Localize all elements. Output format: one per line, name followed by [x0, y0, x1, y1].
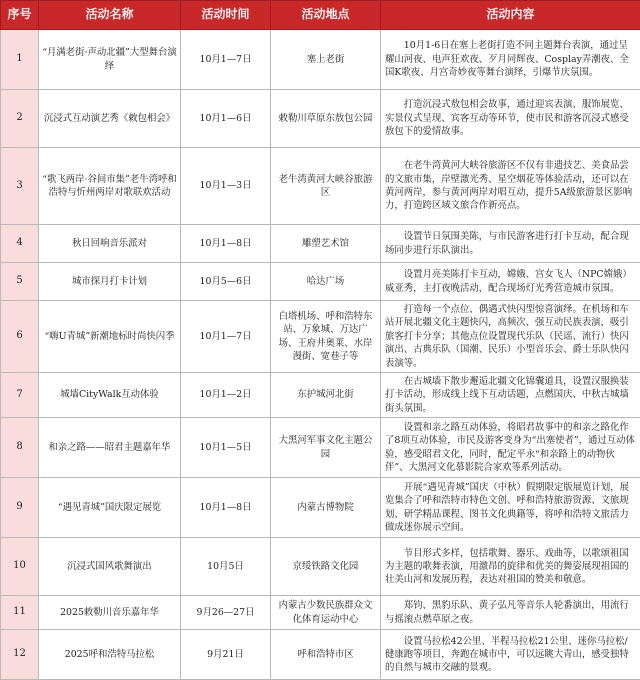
activity-content: 打造沉浸式敖包相会故事，通过迎宾表演、服饰展览、实景仪式呈现、宾客互动等环节，使市民和游客沉浸式感受敖包下的爱情故事。	[381, 90, 640, 148]
table-row	[1, 478, 640, 538]
activity-place: 老牛湾黄河大峡谷旅游区	[271, 148, 381, 225]
activity-place: 白塔机场、呼和浩特东站、万象城、万达广场、王府井奥莱、水岸漫街、宽巷子等	[271, 301, 381, 373]
table-row	[1, 263, 640, 301]
table-header-row	[1, 1, 640, 30]
activity-place: 东护城河北街	[271, 373, 381, 418]
activity-place: 敕勒川草原东敖包公园	[271, 90, 381, 148]
activity-place: 内蒙古博物院	[271, 478, 381, 538]
activity-place: 塞上老街	[271, 30, 381, 90]
activity-name: 城墙CityWalk互动体验	[39, 373, 181, 418]
row-number: 9	[1, 478, 39, 538]
activity-name: “歌飞两岸·谷间市集”老牛湾呼和浩特与忻州两岸对歌联欢活动	[39, 148, 181, 225]
row-number: 11	[1, 596, 39, 630]
activity-place: 内蒙古少数民族群众文化体育运动中心	[271, 596, 381, 630]
activity-name: “月满老街·声动北疆”大型舞台演绎	[39, 30, 181, 90]
activity-content: 节目形式多样，包括歌舞、器乐、戏曲等，以歌颂祖国为主题的歌舞表演，用激昂的旋律和优美的舞姿展现祖国的壮美山河和发展历程，表达对祖国的赞美和敬意。	[381, 538, 640, 596]
activity-name: 城市探月打卡计划	[39, 263, 181, 301]
header-time: 活动时间	[181, 1, 271, 30]
row-number: 10	[1, 538, 39, 596]
header-no: 序号	[1, 1, 39, 30]
activity-time: 10月1—2日	[181, 373, 271, 418]
activity-name: 秋日回响音乐派对	[39, 225, 181, 263]
activity-place: 大黑河军事文化主题公园	[271, 418, 381, 478]
activity-time: 10月1—7日	[181, 30, 271, 90]
row-number: 1	[1, 30, 39, 90]
activity-time: 10月1—8日	[181, 225, 271, 263]
table-row	[1, 90, 640, 148]
activity-time: 10月1—8日	[181, 478, 271, 538]
activity-name: 和亲之路——昭君主题嘉年华	[39, 418, 181, 478]
table-row	[1, 630, 640, 680]
table-row	[1, 148, 640, 225]
row-number: 12	[1, 630, 39, 680]
row-number: 7	[1, 373, 39, 418]
activity-place: 哈达广场	[271, 263, 381, 301]
row-number: 3	[1, 148, 39, 225]
activity-time: 9月26—27日	[181, 596, 271, 630]
row-number: 2	[1, 90, 39, 148]
activity-time: 10月1—6日	[181, 90, 271, 148]
activity-name: 2025敕勒川音乐嘉年华	[39, 596, 181, 630]
activity-time: 9月21日	[181, 630, 271, 680]
activity-content: 在古城墙下散步邂逅北疆文化锦囊道具，设置汉服换装打卡活动，形成线上线下互动话题，点燃国庆、中秋古城墙街头氛围。	[381, 373, 640, 418]
activity-content: 在老牛湾黄河大峡谷旅游区不仅有非遗技艺、美食品尝的文旅市集，岸壁激光秀、星空烟花等体验活动，还可以在黄河两岸，参与黄河两岸对唱互动，提升5A级旅游景区影响力，打造跨区域文旅合作新亮点。	[381, 148, 640, 225]
row-number: 6	[1, 301, 39, 373]
activity-place: 雕塑艺术馆	[271, 225, 381, 263]
activity-content: 设置月亮美陈打卡互动，嫦娥、宫女飞人（NPC嫦娥）威亚秀，主打夜晚活动，配合现场灯光秀营造城市氛围。	[381, 263, 640, 301]
activity-content: 郑钧、黑豹乐队、黄子弘凡等音乐人轮番演出，用流行与摇滚点燃草原之夜。	[381, 596, 640, 630]
activity-time: 10月1—3日	[181, 148, 271, 225]
activity-content: 开展“遇见青城”国庆（中秋）假期限定版展览计划，展览集合了呼和浩特市特色文创、呼和浩特旅游资源、文旅规划、研学精品课程、图书文化典籍等，将呼和浩特文旅活力做成迷你展示空间。	[381, 478, 640, 538]
table-row	[1, 373, 640, 418]
header-name: 活动名称	[39, 1, 181, 30]
activity-content: 设置节日氛围美陈，与市民游客进行打卡互动，配合现场同步进行乐队演出。	[381, 225, 640, 263]
activity-time: 10月1—5日	[181, 418, 271, 478]
activity-time: 10月5—6日	[181, 263, 271, 301]
row-number: 4	[1, 225, 39, 263]
activity-content: 打造每一个点位、偶遇式快闪型惊喜演绎。在机场和车站开展北疆文化主题快闪，高频次、强互动民族表演，吸引旅客打卡分享；其他点位设置现代乐队（民谣、流行）快闪演出、古典乐队（国潮、民乐）小型音乐会、爵士乐队快闪表演等。	[381, 301, 640, 373]
table-row	[1, 596, 640, 630]
table-row	[1, 301, 640, 373]
row-number: 8	[1, 418, 39, 478]
activity-name: 沉浸式互动演艺秀《敕包相会》	[39, 90, 181, 148]
activity-time: 10月1—7日	[181, 301, 271, 373]
table-row	[1, 30, 640, 90]
table-row	[1, 418, 640, 478]
activity-content: 设置马拉松42公里、半程马拉松21公里、迷你马拉松/健康跑等项目，奔跑在城市中，可以远眺大青山，感受独特的自然与城市交融的景观。	[381, 630, 640, 680]
activity-name: 2025呼和浩特马拉松	[39, 630, 181, 680]
activity-place: 京绥铁路文化园	[271, 538, 381, 596]
activity-name: 沉浸式国风歌舞演出	[39, 538, 181, 596]
activity-place: 呼和浩特市区	[271, 630, 381, 680]
header-content: 活动内容	[381, 1, 640, 30]
activity-content: 10月1-6日在塞上老街打造不同主题舞台表演，通过呈耀山河夜、电声狂欢夜、歹月同辉夜、Cosplay弄潮夜、全国K歌夜、月宫奇妙夜等舞台演绎，引爆节庆氛围。	[381, 30, 640, 90]
activity-time: 10月5日	[181, 538, 271, 596]
activity-content: 设置和亲之路互动体验，将昭君故事中的和亲之路化作了8项互动体验，市民及游客变身为“出塞使者”，通过互动体验，感受昭君文化，同时，配定平永“和亲路上的动物伙伴”、大黑河文化慕影院合家欢等系列活动。	[381, 418, 640, 478]
activity-name: “遇见青城”国庆限定展览	[39, 478, 181, 538]
header-place: 活动地点	[271, 1, 381, 30]
table-row	[1, 225, 640, 263]
table-row	[1, 538, 640, 596]
activity-name: “嗨U青城”新潮地标时尚快闪季	[39, 301, 181, 373]
row-number: 5	[1, 263, 39, 301]
